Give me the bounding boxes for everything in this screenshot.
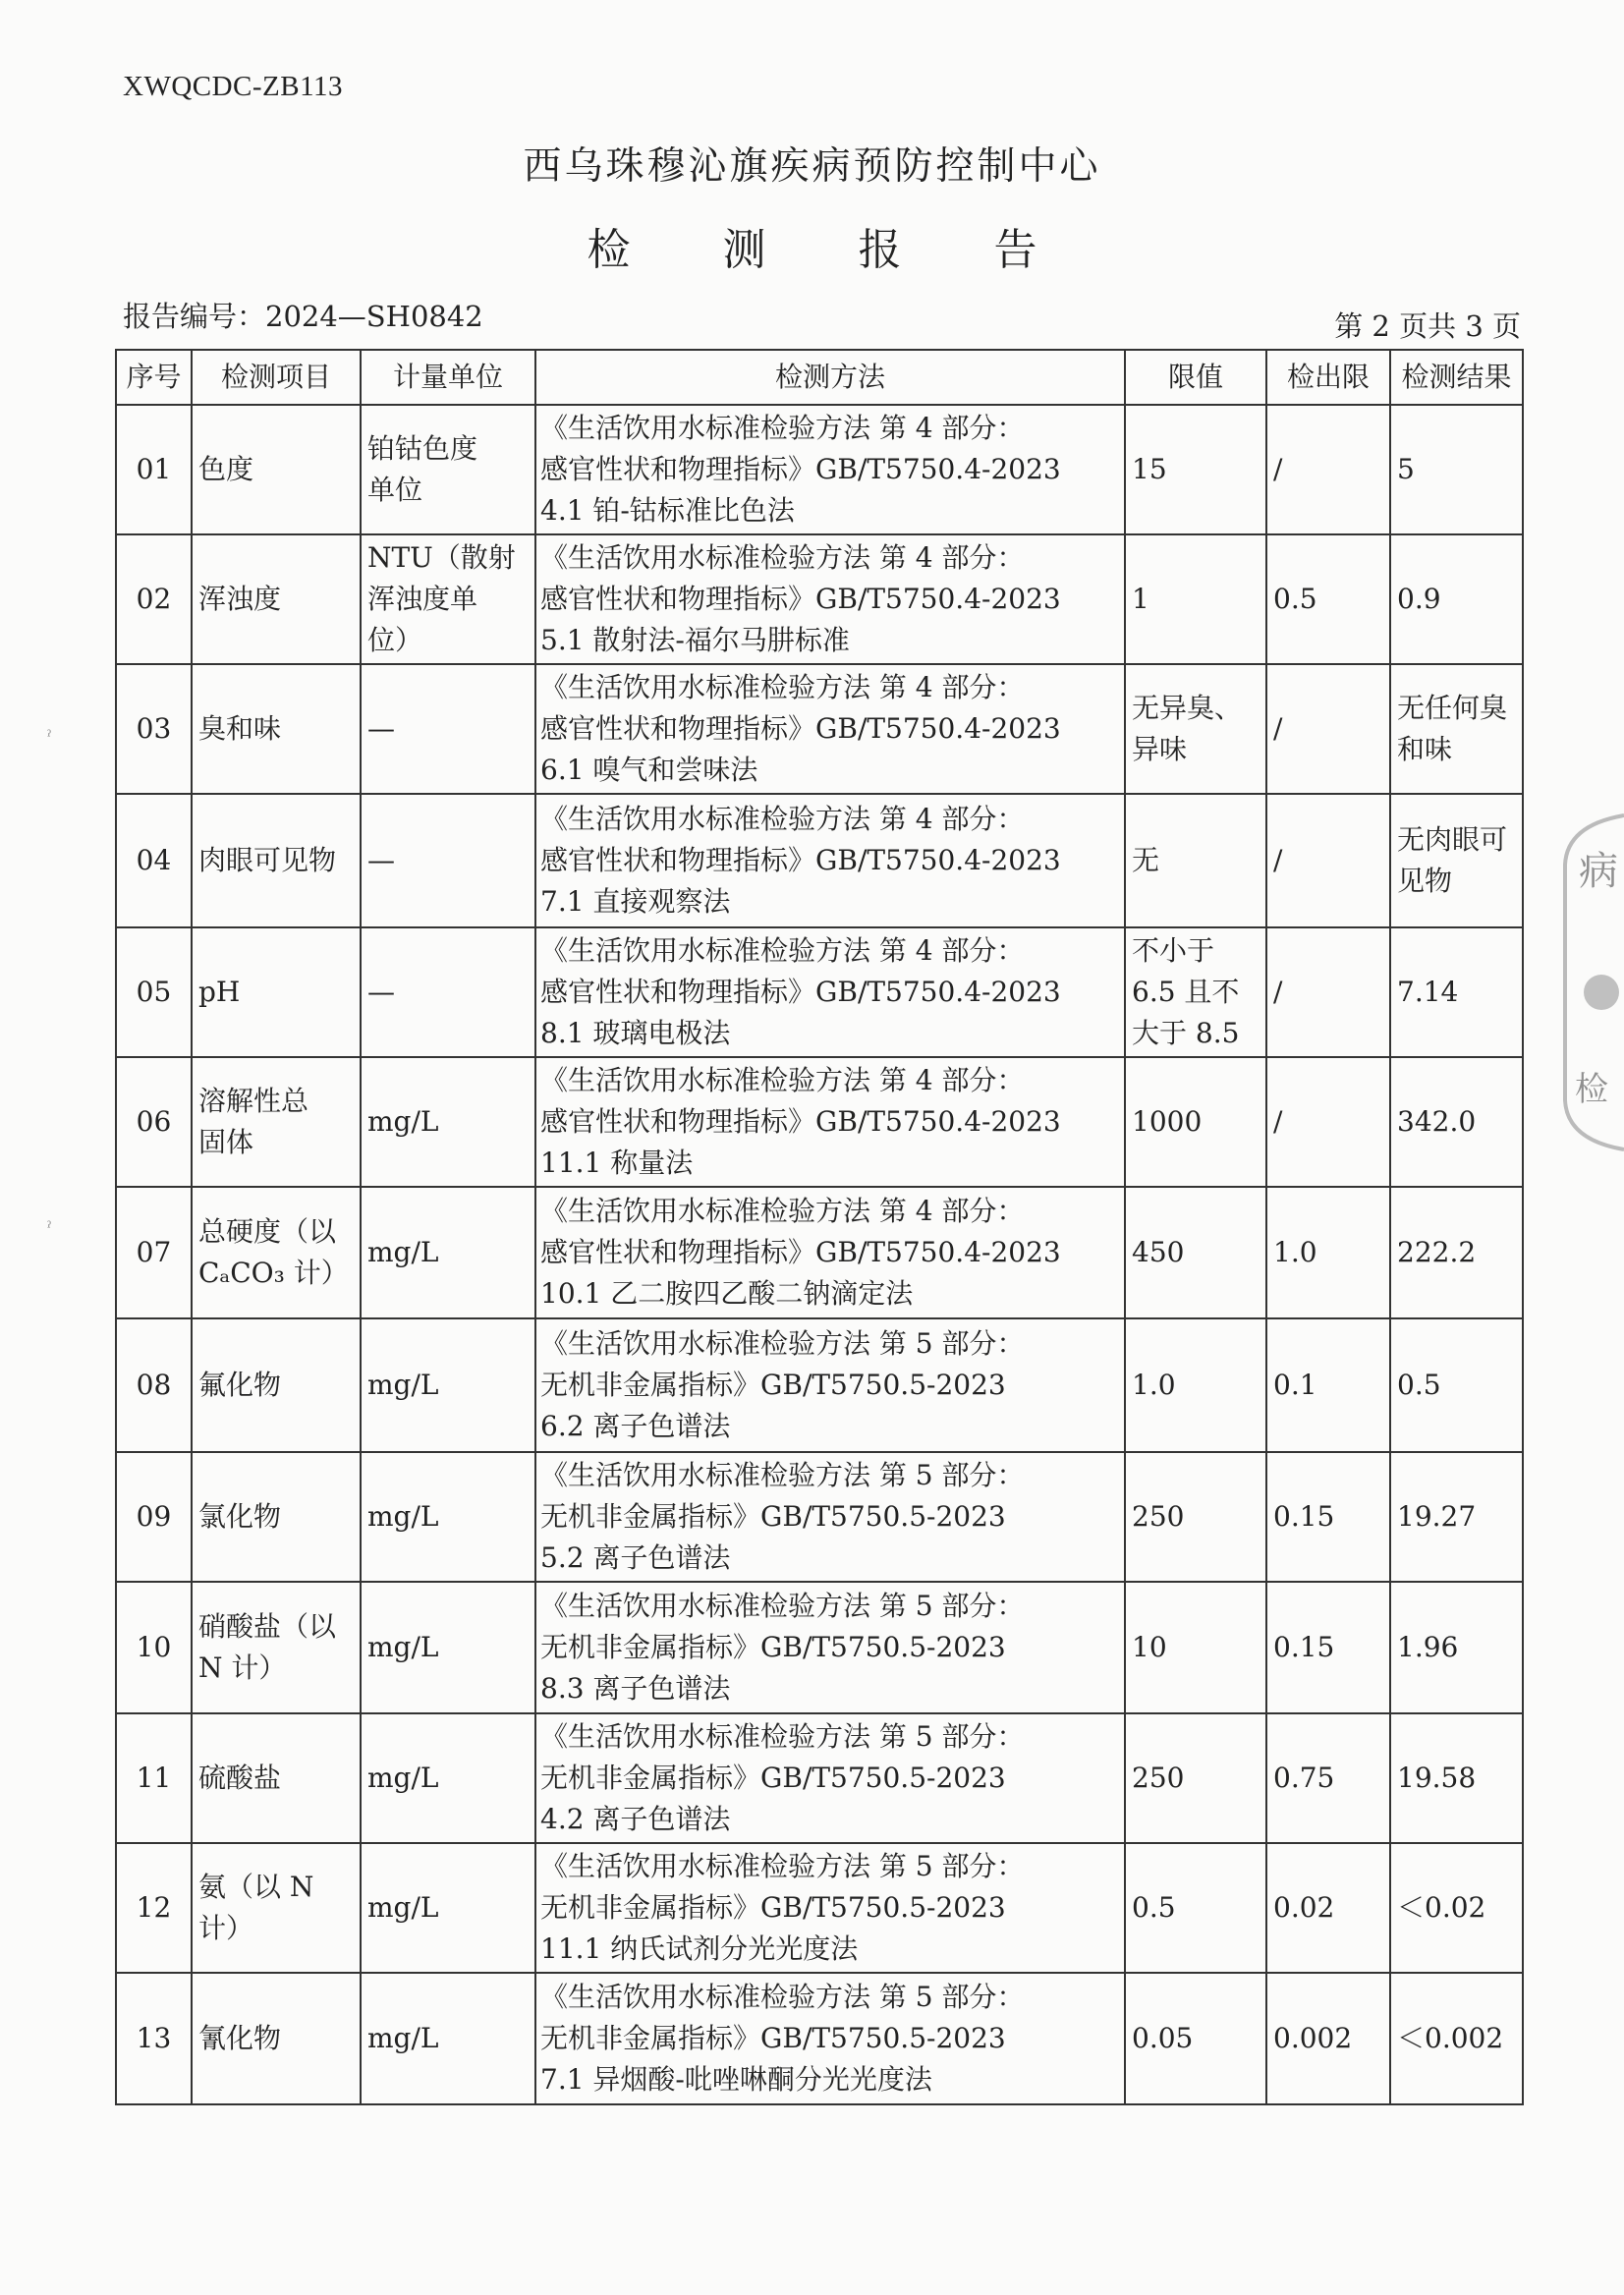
test-item: 氟化物 [192,1318,361,1452]
test-item: 氰化物 [192,1973,361,2104]
header-detection-limit: 检出限 [1266,350,1390,405]
test-result: 无肉眼可 见物 [1390,794,1523,927]
header-result: 检测结果 [1390,350,1523,405]
test-method: 《生活饮用水标准检验方法 第 5 部分： 无机非金属指标》GB/T5750.5-2023 8.3 离子色谱法 [535,1582,1125,1713]
table-row [116,1452,1523,1582]
test-item: 硝酸盐（以 N 计） [192,1582,361,1713]
unit: mg/L [361,1057,535,1187]
unit: mg/L [361,1713,535,1843]
detection-limit: 0.5 [1266,534,1390,664]
limit-value: 450 [1125,1187,1266,1318]
test-result: 342.0 [1390,1057,1523,1187]
row-number: 12 [116,1843,192,1973]
row-number: 08 [116,1318,192,1452]
results-table [115,349,1524,2105]
table-row [116,1187,1523,1318]
header-unit: 计量单位 [361,350,535,405]
test-result: 19.58 [1390,1713,1523,1843]
header-limit: 限值 [1125,350,1266,405]
test-method: 《生活饮用水标准检验方法 第 4 部分： 感官性状和物理指标》GB/T5750.4-2023 8.1 玻璃电极法 [535,927,1125,1057]
limit-value: 1 [1125,534,1266,664]
test-method: 《生活饮用水标准检验方法 第 4 部分： 感官性状和物理指标》GB/T5750.4-2023 11.1 称量法 [535,1057,1125,1187]
detection-limit: / [1266,794,1390,927]
detection-limit: 0.002 [1266,1973,1390,2104]
test-result: ＜0.002 [1390,1973,1523,2104]
test-item: 肉眼可见物 [192,794,361,927]
table-row [116,794,1523,927]
test-method: 《生活饮用水标准检验方法 第 5 部分： 无机非金属指标》GB/T5750.5-2023 6.2 离子色谱法 [535,1318,1125,1452]
table-row [116,1582,1523,1713]
row-number: 05 [116,927,192,1057]
organization-name: 西乌珠穆沁旗疾病预防控制中心 [523,144,1101,189]
test-method: 《生活饮用水标准检验方法 第 5 部分： 无机非金属指标》GB/T5750.5-2023 7.1 异烟酸-吡唑啉酮分光光度法 [535,1973,1125,2104]
test-result: 1.96 [1390,1582,1523,1713]
scan-mark: ˀ [47,727,52,746]
header-item: 检测项目 [192,350,361,405]
test-item: 氯化物 [192,1452,361,1582]
unit: mg/L [361,1973,535,2104]
test-method: 《生活饮用水标准检验方法 第 5 部分： 无机非金属指标》GB/T5750.5-2023 11.1 纳氏试剂分光光度法 [535,1843,1125,1973]
test-result: 7.14 [1390,927,1523,1057]
detection-limit: 0.02 [1266,1843,1390,1973]
test-item: 溶解性总 固体 [192,1057,361,1187]
report-title: 检 测 报 告 [587,225,1077,275]
unit: mg/L [361,1452,535,1582]
table-row [116,1713,1523,1843]
unit: mg/L [361,1187,535,1318]
detection-limit: / [1266,405,1390,534]
test-result: 0.9 [1390,534,1523,664]
test-result: 无任何臭 和味 [1390,664,1523,794]
test-method: 《生活饮用水标准检验方法 第 5 部分： 无机非金属指标》GB/T5750.5-2023 5.2 离子色谱法 [535,1452,1125,1582]
test-method: 《生活饮用水标准检验方法 第 4 部分： 感官性状和物理指标》GB/T5750.4-2023 7.1 直接观察法 [535,794,1125,927]
test-item: pH [192,927,361,1057]
official-seal-fragment [1557,806,1624,1159]
table-row [116,664,1523,794]
row-number: 03 [116,664,192,794]
unit: — [361,664,535,794]
unit: mg/L [361,1843,535,1973]
test-result: 19.27 [1390,1452,1523,1582]
table-row [116,1318,1523,1452]
table-row [116,534,1523,664]
limit-value: 10 [1125,1582,1266,1713]
limit-value: 15 [1125,405,1266,534]
row-number: 13 [116,1973,192,2104]
svg-text:病: 病 [1579,849,1618,894]
test-method: 《生活饮用水标准检验方法 第 5 部分： 无机非金属指标》GB/T5750.5-2023 4.2 离子色谱法 [535,1713,1125,1843]
limit-value: 1000 [1125,1057,1266,1187]
unit: mg/L [361,1318,535,1452]
detection-limit: 0.1 [1266,1318,1390,1452]
page-indicator: 第 2 页共 3 页 [1334,309,1521,343]
unit: 铂钴色度 单位 [361,405,535,534]
test-result: 222.2 [1390,1187,1523,1318]
test-item: 总硬度（以 CₐCO₃ 计） [192,1187,361,1318]
limit-value: 无 [1125,794,1266,927]
test-item: 臭和味 [192,664,361,794]
row-number: 09 [116,1452,192,1582]
test-item: 浑浊度 [192,534,361,664]
table-row [116,1843,1523,1973]
test-method: 《生活饮用水标准检验方法 第 4 部分： 感官性状和物理指标》GB/T5750.4-2023 10.1 乙二胺四乙酸二钠滴定法 [535,1187,1125,1318]
row-number: 02 [116,534,192,664]
row-number: 04 [116,794,192,927]
limit-value: 0.5 [1125,1843,1266,1973]
limit-value: 无异臭、 异味 [1125,664,1266,794]
report-number: 报告编号：2024—SH0842 [123,300,483,333]
row-number: 06 [116,1057,192,1187]
test-item: 氨（以 N 计） [192,1843,361,1973]
table-row [116,1973,1523,2104]
table-header-row [116,350,1523,405]
test-method: 《生活饮用水标准检验方法 第 4 部分： 感官性状和物理指标》GB/T5750.4-2023 6.1 嗅气和尝味法 [535,664,1125,794]
test-item: 硫酸盐 [192,1713,361,1843]
row-number: 01 [116,405,192,534]
row-number: 07 [116,1187,192,1318]
detection-limit: 0.15 [1266,1452,1390,1582]
detection-limit: 0.75 [1266,1713,1390,1843]
table-row [116,405,1523,534]
unit: — [361,794,535,927]
header-method: 检测方法 [535,350,1125,405]
limit-value: 250 [1125,1452,1266,1582]
table-row [116,927,1523,1057]
scan-mark: ˀ [47,1218,52,1237]
limit-value: 1.0 [1125,1318,1266,1452]
test-result: ＜0.02 [1390,1843,1523,1973]
svg-text:检: 检 [1575,1070,1608,1109]
detection-limit: 1.0 [1266,1187,1390,1318]
test-method: 《生活饮用水标准检验方法 第 4 部分： 感官性状和物理指标》GB/T5750.4-2023 4.1 铂-钴标准比色法 [535,405,1125,534]
detection-limit: 0.15 [1266,1582,1390,1713]
unit: NTU（散射 浑浊度单 位） [361,534,535,664]
test-result: 5 [1390,405,1523,534]
detection-limit: / [1266,927,1390,1057]
test-method: 《生活饮用水标准检验方法 第 4 部分： 感官性状和物理指标》GB/T5750.4-2023 5.1 散射法-福尔马肼标准 [535,534,1125,664]
limit-value: 不小于 6.5 且不 大于 8.5 [1125,927,1266,1057]
unit: — [361,927,535,1057]
row-number: 11 [116,1713,192,1843]
header-no: 序号 [116,350,192,405]
table-row [116,1057,1523,1187]
detection-limit: / [1266,664,1390,794]
limit-value: 0.05 [1125,1973,1266,2104]
limit-value: 250 [1125,1713,1266,1843]
unit: mg/L [361,1582,535,1713]
detection-limit: / [1266,1057,1390,1187]
test-result: 0.5 [1390,1318,1523,1452]
row-number: 10 [116,1582,192,1713]
test-item: 色度 [192,405,361,534]
document-code: XWQCDC-ZB113 [123,71,344,102]
